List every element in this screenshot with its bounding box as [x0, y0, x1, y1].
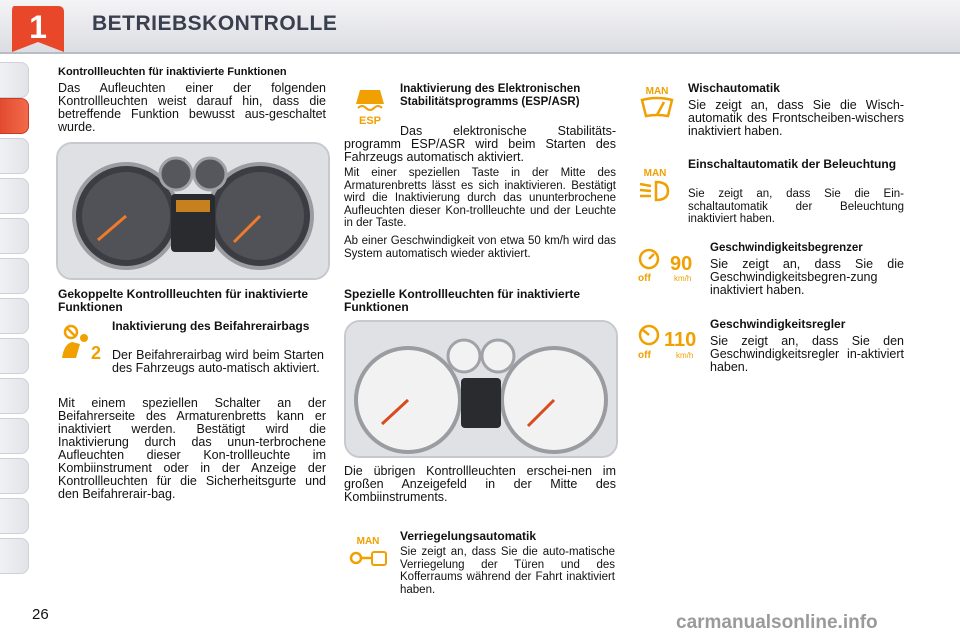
- airbag-off-icon: [58, 322, 102, 362]
- side-tab[interactable]: [0, 62, 29, 98]
- esp-off-icon: [352, 86, 388, 126]
- esp-text-3: Ab einer Geschwindigkeit von etwa 50 km/h wird das System automatisch wieder aktiviert.: [344, 235, 616, 260]
- airbag-detail: Mit einem speziellen Schalter an der Beifahrerseite des Armaturenbretts kann er inaktiviert werden. Bestätigt wird die Inaktivierung durch das unun-terbrochene Aufleuchten dieser Kon-trollleuchte im Kombiinstrument oder in der Anzeige der Kontrollleuchten für die Sicherheitsgurte und den Beifahrerair-bag.: [58, 396, 326, 501]
- light-title: Einschaltautomatik der Beleuchtung: [688, 157, 897, 171]
- page-title: BETRIEBSKONTROLLE: [92, 12, 338, 35]
- chapter-tab: [8, 2, 66, 54]
- man-label: MAN: [645, 86, 669, 97]
- chapter-number: 1: [29, 9, 47, 45]
- off-label: off: [638, 350, 651, 361]
- limiter-title: Geschwindigkeitsbegrenzer: [710, 242, 863, 254]
- esp-title: Inaktivierung des Elektronischen Stabilitätsprogramms (ESP/ASR): [400, 83, 581, 108]
- lock-auto-off-icon: [348, 534, 388, 570]
- side-tab-active[interactable]: [0, 98, 29, 134]
- side-tab[interactable]: [0, 418, 29, 454]
- side-tab[interactable]: [0, 298, 29, 334]
- cruise-speed-value: 110: [664, 329, 697, 351]
- side-tab[interactable]: [0, 378, 29, 414]
- wiper-title: Wischautomatik: [688, 81, 780, 95]
- wiper-auto-off-icon: [638, 84, 676, 126]
- chapter-side-tabs: [0, 62, 30, 582]
- page-number: 26: [32, 606, 49, 623]
- side-tab[interactable]: [0, 338, 29, 374]
- wiper-text: Sie zeigt an, dass Sie die Wisch-automatik des Frontscheiben-wischers inaktiviert haben.: [688, 98, 904, 138]
- side-tab[interactable]: [0, 458, 29, 494]
- esp-text-2: Mit einer speziellen Taste in der Mitte des Armaturenbretts lässt es sich inaktivieren. Bestätigt wird die Inaktivierung durch das ununterbrochene Aufleuchten dieser Kon-trollleuchte und der Leuchte in der Taste.: [344, 167, 616, 229]
- cruise-title: Geschwindigkeitsregler: [710, 317, 846, 331]
- instrument-cluster-image: [56, 142, 330, 280]
- cruise-control-off-icon: [636, 322, 702, 362]
- limit-speed-value: 90: [670, 253, 693, 275]
- esp-label: ESP: [358, 115, 382, 126]
- svg-text:2: 2: [91, 343, 102, 362]
- speed-limiter-off-icon: [636, 246, 700, 284]
- lights-auto-off-icon: [636, 166, 674, 204]
- esp-text-1: Das elektronische Stabilitäts-programm ESP/ASR wird beim Starten des Fahrzeugs automatisch aktiviert.: [344, 124, 616, 164]
- lock-text: Sie zeigt an, dass Sie die auto-matische Verriegelung der Türen und des Kofferraums während der Fahrt inaktiviert haben.: [400, 546, 615, 596]
- section-title: Kontrollleuchten für inaktivierte Funktionen: [58, 66, 287, 78]
- side-tab[interactable]: [0, 258, 29, 294]
- special-title: Spezielle Kontrollleuchten für inaktivierte Funktionen: [344, 287, 581, 314]
- kmh-label: km/h: [676, 351, 694, 360]
- intro-text: Das Aufleuchten einer der folgenden Kontrollleuchten weist darauf hin, dass die betreffende Funktion bewusst aus-geschaltet wurde.: [58, 81, 326, 134]
- airbag-title: Inaktivierung des Beifahrerairbags: [112, 319, 310, 333]
- special-text: Die übrigen Kontrollleuchten erschei-nen im großen Anzeigefeld in der Mitte des Kombiinstruments.: [344, 464, 616, 504]
- side-tab[interactable]: [0, 498, 29, 534]
- airbag-text: Der Beifahrerairbag wird beim Starten des Fahrzeugs auto-matisch aktiviert.: [112, 348, 324, 375]
- off-label: off: [638, 273, 651, 284]
- lock-title: Verriegelungsautomatik: [400, 529, 537, 543]
- man-label: MAN: [643, 168, 667, 179]
- center-display-image: [344, 320, 618, 458]
- footer-watermark: carmanualsonline.info: [676, 612, 878, 633]
- cruise-text: Sie zeigt an, dass Sie den Geschwindigkeitsregler in-aktiviert haben.: [710, 334, 904, 374]
- coupled-title: Gekoppelte Kontrollleuchten für inaktivierte Funktionen: [58, 287, 309, 314]
- light-text: Sie zeigt an, dass Sie die Ein-schaltautomatik der Beleuchtung inaktiviert haben.: [688, 188, 904, 225]
- kmh-label: km/h: [674, 274, 692, 283]
- side-tab[interactable]: [0, 538, 29, 574]
- side-tab[interactable]: [0, 178, 29, 214]
- side-tab[interactable]: [0, 138, 29, 174]
- limiter-text: Sie zeigt an, dass Sie die Geschwindigkeitsbegren-zung inaktiviert haben.: [710, 257, 904, 297]
- side-tab[interactable]: [0, 218, 29, 254]
- man-label: MAN: [356, 536, 380, 547]
